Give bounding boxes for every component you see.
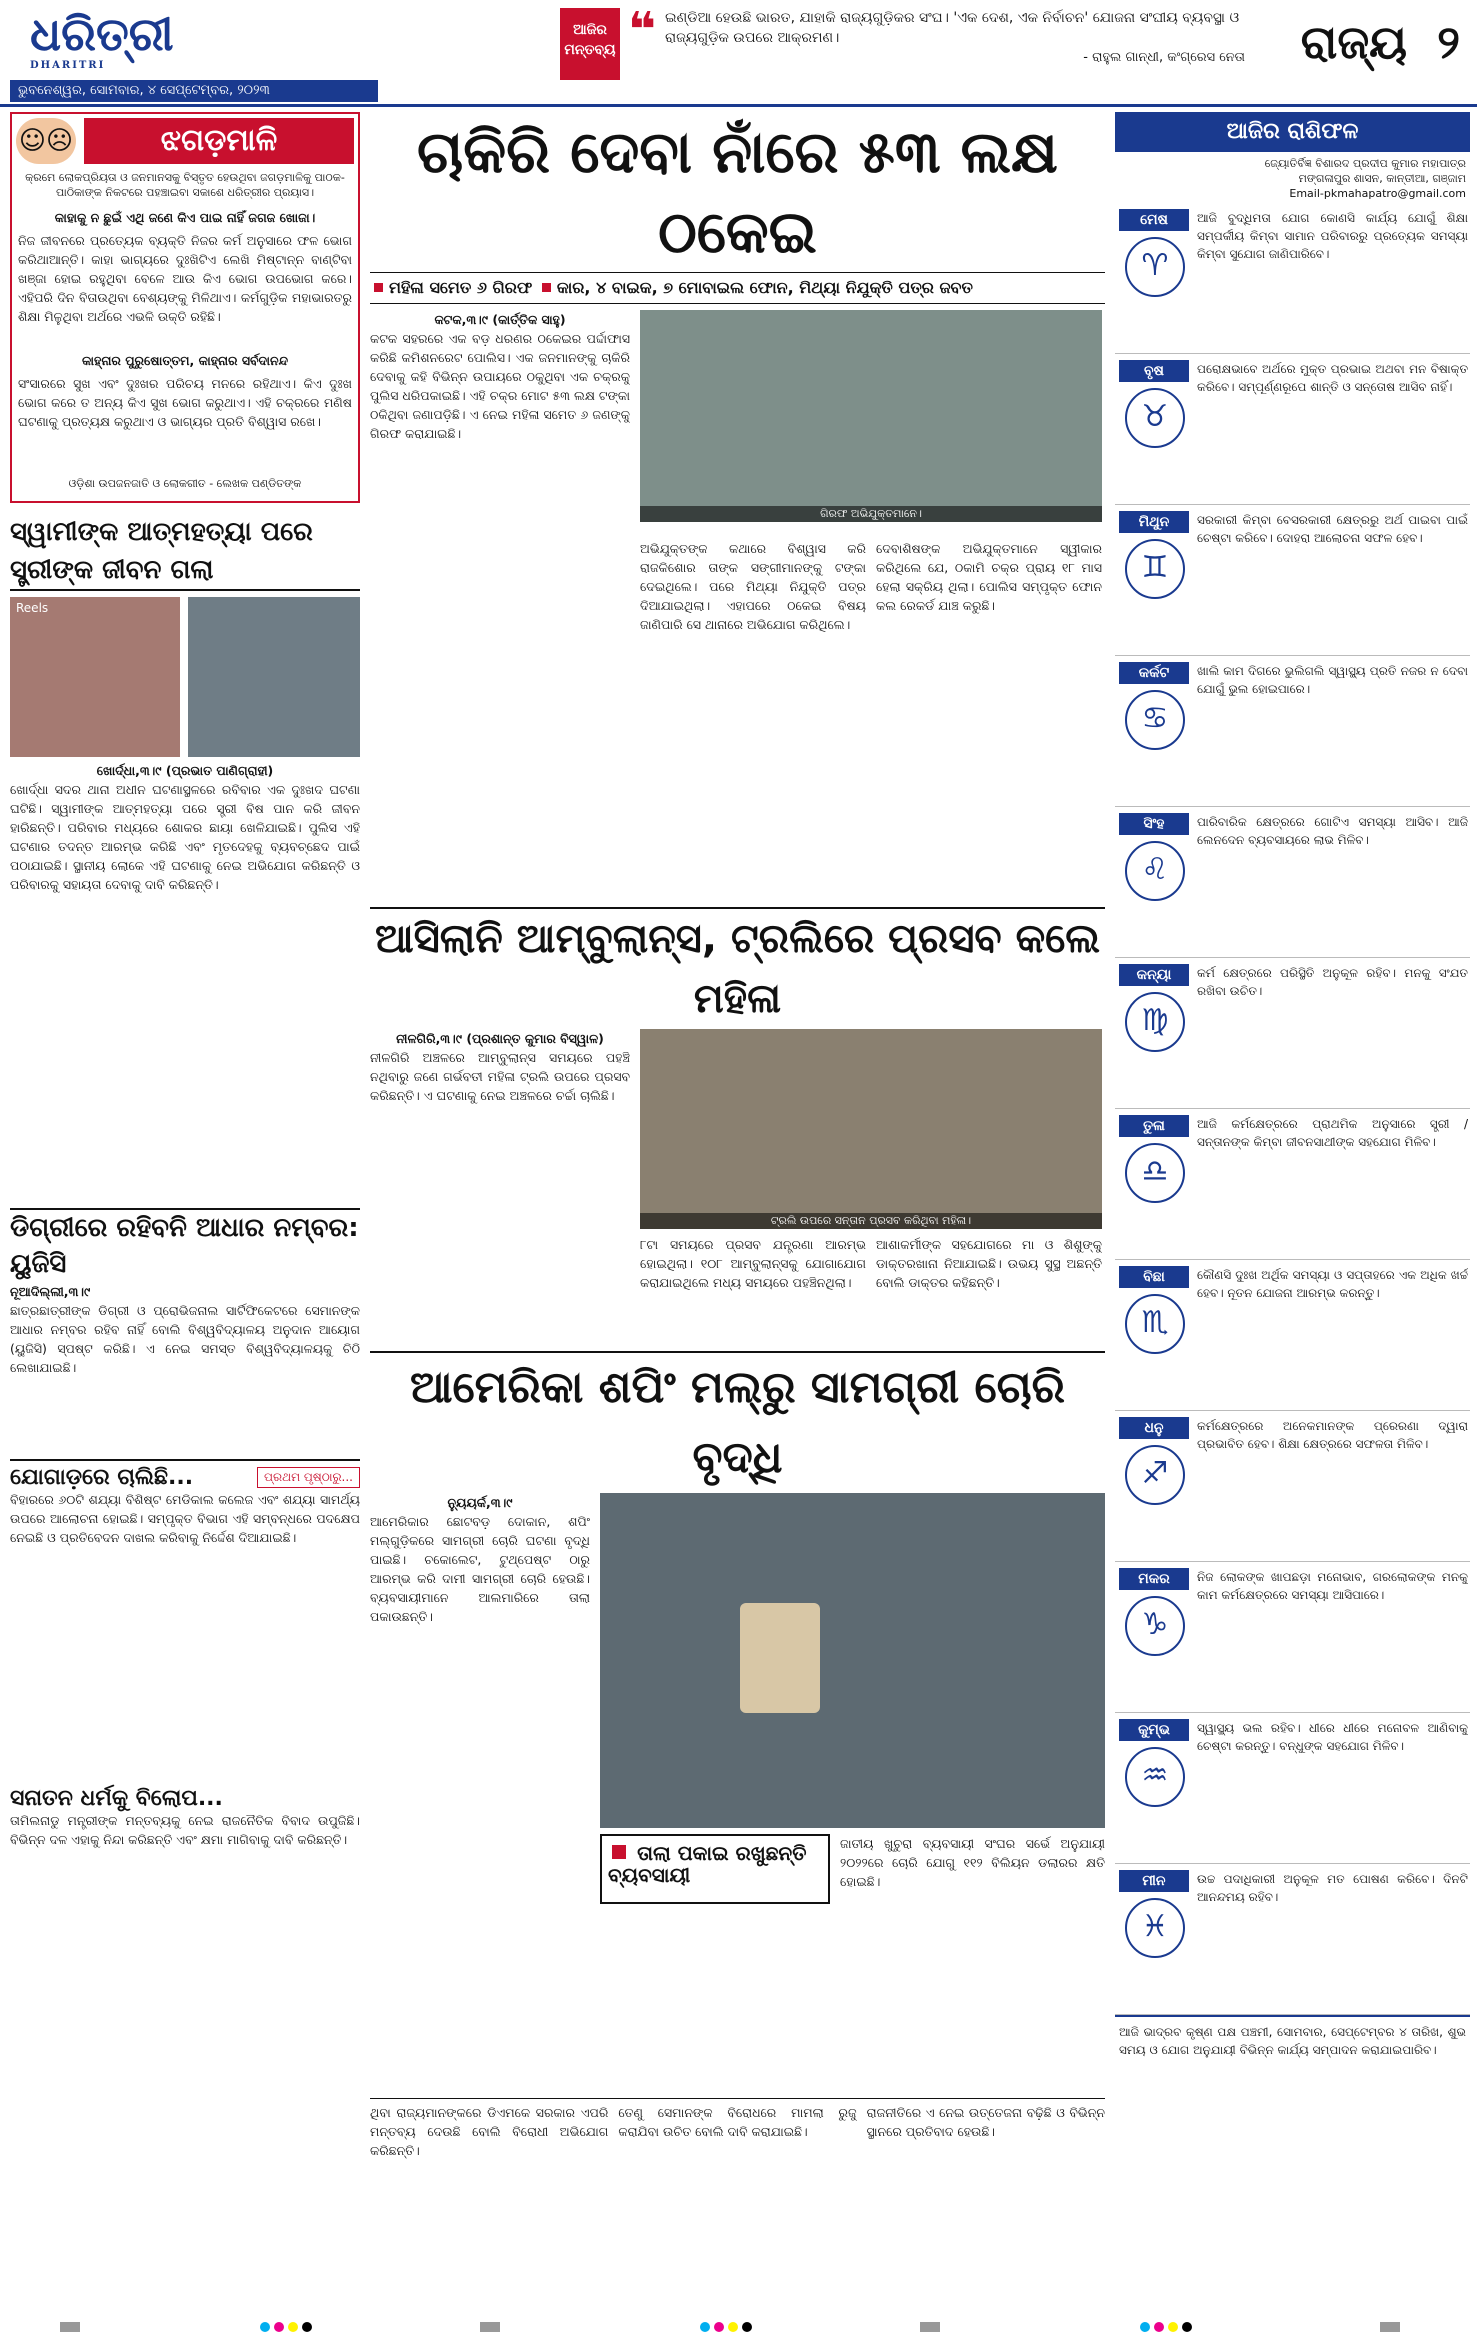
bullet-square-icon (612, 1845, 626, 1859)
panel-body2: ସଂସାରରେ ସୁଖ ଏବଂ ଦୁଃଖର ପରିଚୟ ମନରେ ରହିଥାଏ। କିଏ ଦୁଃଖ ଭୋଗ କରେ ତ ଅନ୍ୟ କିଏ ସୁଖ ଭୋଗ କରୁଥାଏ। ଏହି ଚକ୍ରରେ ମଣିଷ ଘଟଣାକୁ ପ୍ରତ୍ୟକ୍ଷ କରୁଥାଏ ଓ ଭାଗ୍ୟର ପ୍ରତି ବିଶ୍ୱାସ ରଖେ। (18, 376, 352, 429)
gray-block-icon (60, 2322, 80, 2332)
scorpio-icon: ♏ (1125, 1294, 1185, 1354)
lead-col3: ଦେବାଶିଷଙ୍କ ଅଭିଯୁକ୍ତମାନେ ସ୍ୱୀକାର କରିଥିଲେ ଯେ, ଠକାମି ଚକ୍ର ପ୍ରାୟ ୧୮ ମାସ ହେଲା ସକ୍ରିୟ ଥିଲା। ପୋଲିସ ସମ୍ପୃକ୍ତ ଫୋନ କଲ ରେକର୍ଡ ଯାଞ୍ଚ କରୁଛି। (876, 541, 1102, 613)
dateline: ଭୁବନେଶ୍ୱର, ସୋମବାର, ୪ ସେପ୍ଟେମ୍ବର, ୨୦୨୩ (10, 80, 378, 102)
story2-dateline: ନୀଳଗିରି,୩।୯ (ପ୍ରଶାନ୍ତ କୁମାର ବିସ୍ୱାଳ) (396, 1031, 604, 1046)
story2-photo (640, 1029, 1102, 1229)
rashifal-email: Email-pkmahapatro@gmail.com (1289, 187, 1466, 200)
middle-column (370, 112, 1105, 2283)
cyan-dot-icon (700, 2322, 710, 2332)
cartoon-faces-icon: ☺☹ (16, 118, 76, 164)
cyan-dot-icon (260, 2322, 270, 2332)
bottom-col3: ରାଜନୀତିରେ ଏ ନେଇ ଉତ୍ତେଜନା ବଢ଼ିଛି ଓ ବିଭିନ୍ନ ସ୍ଥାନରେ ପ୍ରତିବାଦ ହେଉଛି। (866, 2105, 1105, 2139)
lead-col1: କଟକ ସହରରେ ଏକ ବଡ଼ ଧରଣର ଠକେଇର ପର୍ଦ୍ଦାଫାସ କରିଛି କମିଶନରେଟ ପୋଲିସ। ଏକ ଜନମାନଙ୍କୁ ଚାକିରି ଦେବାକୁ କହି ବିଭିନ୍ନ ଉପାୟରେ ଠକୁଥିବା ଏକ ଚକ୍ରକୁ ପୁଲିସ ଧରିପକାଇଛି। ଏହି ଚକ୍ର ମୋଟ ୫୩ ଲକ୍ଷ ଟଙ୍କା ଠକିଥିବା ଜଣାପଡ଼ିଛି। ଏ ନେଇ ମହିଳା ସମେତ ୬ ଜଣଙ୍କୁ ଗିରଫ କରାଯାଇଛି। (370, 331, 630, 441)
black-dot-icon (302, 2322, 312, 2332)
lead-sub2: କାର, ୪ ବାଇକ, ୭ ମୋବାଇଲ ଫୋନ, ମିଥ୍ୟା ନିଯୁକ୍ତି ପତ୍ର ଜବତ (556, 278, 973, 297)
sign-mithuna: ମିଥୁନ ♊ ସରକାରୀ କିମ୍ବା ବେସରକାରୀ କ୍ଷେତ୍ରରୁ ଅର୍ଥ ପାଇବା ପାଇଁ ଚେଷ୍ଟା କରିବେ। ଦୋହରା ଆଲୋଚନା ସଫଳ ହେବ। (1115, 505, 1470, 656)
story3-col1: ଆମେରିକାର ଛୋଟବଡ଼ ଦୋକାନ, ଶପିଂ ମଲ୍‌ଗୁଡ଼ିକରେ ସାମଗ୍ରୀ ଚୋରି ଘଟଣା ବୃଦ୍ଧି ପାଇଛି। ଚକୋଲେଟ, ଟୁଥ୍‌ପେଷ୍ଟ ଠାରୁ ଆରମ୍ଭ କରି ଦାମୀ ସାମଗ୍ରୀ ଚୋରି ହେଉଛି। ବ୍ୟବସାୟୀମାନେ ଆଲମାରିରେ ତାଲା ପକାଉଛନ୍ତି। (370, 1514, 590, 1624)
sign-dhanu: ଧନୁ ♐ କର୍ମକ୍ଷେତ୍ରରେ ଅନେକମାନଙ୍କ ପ୍ରେରଣା ଦ୍ୱାରା ପ୍ରଭାବିତ ହେବ। ଶିକ୍ଷା କ୍ଷେତ୍ରରେ ସଫଳତା ମିଳିବ। (1115, 1411, 1470, 1562)
panel-credit: କାହ୍ନାର ପୁରୁଷୋତ୍ତମ, କାହ୍ନାର ସର୍ବଦାନନ୍ଦ (81, 353, 289, 368)
left-column (10, 112, 360, 2081)
print-registration-marks (0, 2318, 1477, 2339)
lead-subheads (370, 272, 1105, 304)
sign-simha: ସିଂହ ♌ ପାରିବାରିକ କ୍ଷେତ୍ରରେ ଗୋଟିଏ ସମସ୍ୟା ଆସିବ। ଆଜି ଲେନଦେନ ବ୍ୟବସାୟରେ ଲାଭ ମିଳିବ। (1115, 807, 1470, 958)
rashifal-address: ମଙ୍ଗଳାପୁର ଶାସନ, କାନ୍ତୀଆ, ଗଞ୍ଜାମ (1298, 172, 1466, 185)
continued-tag: ପ୍ରଥମ ପୃଷ୍ଠାରୁ... (257, 1467, 360, 1488)
story3-headline: ଯୋଗାଡ଼ରେ ଚାଲିଛି... (10, 1465, 194, 1490)
lead-photo (640, 310, 1102, 522)
page-number: ୨ (1437, 15, 1460, 69)
bottom-col2: ତେଣୁ ସେମାନଙ୍କ ବିରୋଧରେ ମାମଲା ରୁଜୁ କରାଯିବା ଉଚିତ ବୋଲି ଦାବି କରାଯାଇଛି। (618, 2105, 857, 2139)
story3-subhead: ତାଲା ପକାଇ ରଖୁଛନ୍ତି ବ୍ୟବସାୟୀ (608, 1841, 807, 1887)
sign-meena: ମୀନ ♓ ଉଚ୍ଚ ପଦାଧିକାରୀ ଅନୁକୂଳ ମତ ପୋଷଣ କରିବେ। ଦିନଟି ଆନନ୍ଦମୟ ରହିବ। (1115, 1864, 1470, 2015)
section-title (1260, 12, 1460, 72)
logo-latin: DHARITRI (30, 60, 106, 71)
panjika-box: ଆଜି ଭାଦ୍ରବ କୃଷ୍ଣ ପକ୍ଷ ପଞ୍ଚମୀ, ସୋମବାର, ସେପ୍ଟେମ୍ବର ୪ ତାରିଖ, ଶୁଭ ସମୟ ଓ ଯୋଗ ଅନୁଯାୟୀ ବିଭିନ୍ନ କାର୍ଯ୍ୟ ସମ୍ପାଦନ କରାଯାଇପାରିବ। (1115, 2015, 1470, 2139)
bullet-square-icon (542, 283, 551, 292)
rashifal-author: ଜ୍ୟୋତିର୍ବିଜ୍ଞ ବିଶାରଦ ପ୍ରଦୀପ କୁମାର ମହାପାତ୍ର (1264, 157, 1466, 170)
story1-body: ଖୋର୍ଦ୍ଧା ସଦର ଥାନା ଅଧୀନ ଘଟଣାସ୍ଥଳରେ ରବିବାର ଏକ ଦୁଃଖଦ ଘଟଣା ଘଟିଛି। ସ୍ୱାମୀଙ୍କ ଆତ୍ମହତ୍ୟା ପରେ ସ୍ତ୍ରୀ ବିଷ ପାନ କରି ଜୀବନ ହାରିଛନ୍ତି। ପରିବାର ମଧ୍ୟରେ ଶୋକର ଛାୟା ଖେଳିଯାଇଛି। ପୁଲିସ ଏହି ଘଟଣାର ତଦନ୍ତ ଆରମ୍ଭ କରିଛି ଏବଂ ମୃତଦେହକୁ ବ୍ୟବଚ୍ଛେଦ ପାଇଁ ପଠାଯାଇଛି। ସ୍ଥାନୀୟ ଲୋକେ ଏହି ଘଟଣାକୁ ନେଇ ଅଭିଯୋଗ କରିଛନ୍ତି ଓ ପରିବାରକୁ ସହାୟତା ଦେବାକୁ ଦାବି କରିଛନ୍ତି। (10, 782, 360, 892)
story3-body: ବିହାରରେ ୬୦ଟି ଶଯ୍ୟା ବିଶିଷ୍ଟ ମେଡିକାଲ କଲେଜ ଏବଂ ଶଯ୍ୟା ସାମର୍ଥ୍ୟ ଉପରେ ଆଲୋଚନା ହୋଇଛି। ସମ୍ପୃକ୍ତ ବିଭାଗ ଏହି ସମ୍ବନ୍ଧରେ ପଦକ୍ଷେପ ନେଇଛି ଓ ପ୍ରତିବେଦନ ଦାଖଲ କରିବାକୁ ନିର୍ଦ୍ଦେଶ ଦିଆଯାଇଛି। (10, 1492, 360, 1545)
story2-col3: ଆଶାକର୍ମୀଙ୍କ ସହଯୋଗରେ ମା ଓ ଶିଶୁଙ୍କୁ ଡାକ୍ତରଖାନା ନିଆଯାଇଛି। ଉଭୟ ସୁସ୍ଥ ଅଛନ୍ତି ବୋଲି ଡାକ୍ତର କହିଛନ୍ତି। (876, 1237, 1102, 1290)
magenta-dot-icon (1154, 2322, 1164, 2332)
masthead-logo (30, 8, 270, 78)
panel-intro: କ୍ରମେ ଲୋକପ୍ରିୟତା ଓ ଜନମାନସକୁ ବିସ୍ତୃତ ହେଉଥିବା ଜଗଡ଼ମାଳିକୁ ପାଠକ-ପାଠିକାଙ୍କ ନିକଟରେ ପହଞ୍ଚାଇବା ସକାଶେ ଧରିତ୍ରୀର ପ୍ରୟାସ। (25, 171, 345, 199)
story2-col1: ନୀଳଗିରି ଅଞ୍ଚଳରେ ଆମ୍ବୁଲାନ୍ସ ସମୟରେ ପହଞ୍ଚି ନଥିବାରୁ ଜଣେ ଗର୍ଭବତୀ ମହିଳା ଟ୍ରଲି ଉପରେ ପ୍ରସବ କରିଛନ୍ତି। ଏ ଘଟଣାକୁ ନେଇ ଅଞ୍ଚଳରେ ଚର୍ଚ୍ଚା ଚାଲିଛି। (370, 1050, 630, 1103)
story4-headline: ସନାତନ ଧର୍ମକୁ ବିଲୋପ... (10, 1786, 223, 1811)
lead-dateline: କଟକ,୩।୯ (କାର୍ତ୍ତିକ ସାହୁ) (434, 312, 566, 327)
story2-col2: ୮ଟା ସମୟରେ ପ୍ରସବ ଯନ୍ତ୍ରଣା ଆରମ୍ଭ ହୋଇଥିଲା। ୧୦୮ ଆମ୍ବୁଲାନ୍ସକୁ ଯୋଗାଯୋଗ କରାଯାଇଥିଲେ ମଧ୍ୟ ସମୟରେ ପହଞ୍ଚିନଥିଲା। (640, 1237, 866, 1290)
story1-photo-woman (10, 597, 180, 757)
rashifal-list (1115, 203, 1470, 2015)
sign-karkata: କର୍କଟ ♋ ଖାଲି କାମ ଦିଗରେ ଭୁଲିଗଲି ସ୍ୱାସ୍ଥ୍ୟ ପ୍ରତି ନଜର ନ ଦେବା ଯୋଗୁଁ ଭୁଲ ହୋଇପାରେ। (1115, 656, 1470, 807)
story1-photo-man (188, 597, 360, 757)
panel-title: ଝଗଡ଼ମାଳି (84, 118, 354, 164)
sign-kumbha: କୁମ୍ଭ ♒ ସ୍ୱାସ୍ଥ୍ୟ ଭଲ ରହିବ। ଧୀରେ ଧୀରେ ମନୋବଳ ଆଣିବାକୁ ଚେଷ୍ଟା କରନ୍ତୁ। ବନ୍ଧୁଙ୍କ ସହଯୋଗ ମିଳିବ। (1115, 1713, 1470, 1864)
yellow-dot-icon (728, 2322, 738, 2332)
aquarius-icon: ♒ (1125, 1747, 1185, 1807)
lead-photo-caption: ଗିରଫ ଅଭିଯୁକ୍ତମାନେ। (640, 506, 1102, 522)
black-dot-icon (1182, 2322, 1192, 2332)
bullet-square-icon (374, 283, 383, 292)
sign-tula: ତୁଳା ♎ ଆଜି କର୍ମକ୍ଷେତ୍ରରେ ପ୍ରାଥମିକ ଅନୁସାରେ ସ୍ତ୍ରୀ / ସନ୍ତାନଙ୍କ କିମ୍ବା ଜୀବନସାଥୀଙ୍କ ସହଯୋଗ ମିଳିବ। (1115, 1109, 1470, 1260)
section-name: ରାଜ୍ୟ (1300, 15, 1408, 69)
cancer-icon: ♋ (1125, 690, 1185, 750)
story2-dateline: ନୂଆଦିଲ୍ଲୀ,୩।୯ (10, 1284, 91, 1299)
story1-dateline: ଖୋର୍ଦ୍ଧା,୩।୯ (ପ୍ରଭାତ ପାଣିଗ୍ରାହୀ) (96, 763, 274, 778)
cyan-dot-icon (1140, 2322, 1150, 2332)
story2-headline: ଆସିଲାନି ଆମ୍ବୁଲାନ୍ସ, ଟ୍ରଲିରେ ପ୍ରସବ କଲେ ମହିଳା (370, 907, 1105, 1029)
panel-body1: ନିଜ ଜୀବନରେ ପ୍ରତ୍ୟେକ ବ୍ୟକ୍ତି ନିଜର କର୍ମ ଅନୁସାରେ ଫଳ ଭୋଗ କରିଥାଆନ୍ତି। କାହା ଭାଗ୍ୟରେ ଦୁଃଖିଟିଏ ଲେଖି ମିଷ୍ଟାନ୍ନ ବାଣ୍ଟିବା ଖଞ୍ଜା ହୋଇ ରହୁଥିବା ବେଳେ ଆଉ କିଏ ଭୋଗ ଉପଭୋଗ କରେ। ଏହିପରି ଦିନ ବିତାଉଥିବା ବେଶ୍ୟଙ୍କୁ ମିଳିଥାଏ। କର୍ମଗୁଡ଼ିକ ମହାଭାରତରୁ ଶିକ୍ଷା ମିଳୁଥିବା ଅର୍ଥରେ ଏଭଳି ଉକ୍ତି ରହିଛି। (18, 233, 352, 324)
sign-brusha: ବୃଷ ♉ ପରୋକ୍ଷଭାବେ ଅର୍ଥରେ ମୁକ୍ତ ପ୍ରଭାଇ ଅଥବା ମନ ବିଷାକ୍ତ କରିବେ। ସମ୍ପୂର୍ଣ୍ଣରୂପେ ଶାନ୍ତି ଓ ସନ୍ତୋଷ ଆସିବ ନାହିଁ। (1115, 354, 1470, 505)
story3-headline: ଆମେରିକା ଶପିଂ ମଲ୍‌ରୁ ସାମଗ୍ରୀ ଚୋରି ବୃଦ୍ଧି (370, 1351, 1105, 1493)
quote-box (665, 8, 1245, 82)
leo-icon: ♌ (1125, 841, 1185, 901)
story4-body: ତାମିଲନାଡୁ ମନ୍ତ୍ରୀଙ୍କ ମନ୍ତବ୍ୟକୁ ନେଇ ରାଜନୈତିକ ବିବାଦ ଉପୁଜିଛି। ବିଭିନ୍ନ ଦଳ ଏହାକୁ ନିନ୍ଦା କରିଛନ୍ତି ଏବଂ କ୍ଷମା ମାଗିବାକୁ ଦାବି କରିଛନ୍ତି। (10, 1813, 360, 1847)
lock-icon (740, 1603, 820, 1713)
sign-mesha: ମେଷ ♈ ଆଜି ବୁଦ୍ଧିମତା ଯୋଗ କୋଣସି କାର୍ଯ୍ୟ ଯୋଗୁଁ ଶିକ୍ଷା ସମ୍ପର୍କୀୟ କିମ୍ବା ସାମାନ ପରିବାରରୁ ପ୍ରତ୍ୟେକ ସମସ୍ୟା କିମ୍ବା ସୁଯୋଗ ଜାଣିପାରିବେ। (1115, 203, 1470, 354)
sign-bichha: ବିଛା ♏ କୌଣସି ଦୁଃଖ ଅର୍ଥିକ ସମସ୍ୟା ଓ ସପ୍ତାହରେ ଏକ ଅଧିକ ଖର୍ଚ୍ଚ ହେବ। ନୂତନ ଯୋଜନା ଆରମ୍ଭ କରନ୍ତୁ। (1115, 1260, 1470, 1411)
capricorn-icon: ♑ (1125, 1596, 1185, 1656)
masthead-rule (0, 104, 1477, 107)
gray-block-icon (920, 2322, 940, 2332)
magenta-dot-icon (274, 2322, 284, 2332)
libra-icon: ♎ (1125, 1143, 1185, 1203)
quote-text: ଇଣ୍ଡିଆ ହେଉଛି ଭାରତ, ଯାହାକି ରାଜ୍ୟଗୁଡ଼ିକର ସଂଘ। 'ଏକ ଦେଶ, ଏକ ନିର୍ବାଚନ' ଯୋଜନା ସଂଘୀୟ ବ୍ୟବସ୍ଥା ଓ ରାଜ୍ୟଗୁଡ଼ିକ ଉପରେ ଆକ୍ରମଣ। (665, 10, 1240, 46)
virgo-icon: ♍ (1125, 992, 1185, 1052)
panel-footer: ଓଡ଼ିଶା ଉପଜନଜାତି ଓ ଲୋକଗୀତ - ଲେଖକ ପଣ୍ଡିତଙ୍କ (68, 477, 302, 490)
quote-author: - ରାହୁଲ ଗାନ୍ଧୀ, କଂଗ୍ରେସ ନେତା (1083, 50, 1245, 65)
sign-makara: ମକର ♑ ନିଜ ଲୋକଙ୍କ ଖାପଛଡ଼ା ମନୋଭାବ, ଗରଲୋକଙ୍କ ମନକୁ କାମ କର୍ମକ୍ଷେତ୍ରରେ ସମସ୍ୟା ଆସିପାରେ। (1115, 1562, 1470, 1713)
gray-block-icon (480, 2322, 500, 2332)
lead-col2: ଅଭିଯୁକ୍ତଙ୍କ କଥାରେ ବିଶ୍ୱାସ କରି ରାଜକିଶୋର ତାଙ୍କ ସଙ୍ଗୀମାନଙ୍କୁ ଟଙ୍କା ଦେଇଥିଲେ। ପରେ ମିଥ୍ୟା ନିଯୁକ୍ତି ପତ୍ର ଦିଆଯାଇଥିଲା। ଏହାପରେ ଠକେଇ ବିଷୟ ଜାଣିପାରି ସେ ଥାନାରେ ଅଭିଯୋଗ କରିଥିଲେ। (640, 541, 866, 632)
taurus-icon: ♉ (1125, 388, 1185, 448)
yellow-dot-icon (1168, 2322, 1178, 2332)
quote-tag: ଆଜିର ମନ୍ତବ୍ୟ (560, 8, 620, 80)
rashifal-title: ଆଜିର ରାଶିଫଳ (1115, 112, 1470, 152)
story3-sub-box (600, 1834, 830, 1904)
jagadmali-panel (10, 112, 360, 503)
black-dot-icon (742, 2322, 752, 2332)
story3-dateline: ନ୍ୟୁୟର୍କ,୩।୯ (447, 1495, 513, 1510)
story2-body: ଛାତ୍ରଛାତ୍ରୀଙ୍କ ଡିଗ୍ରୀ ଓ ପ୍ରୋଭିଜନାଲ ସାର୍ଟିଫିକେଟରେ ସେମାନଙ୍କ ଆଧାର ନମ୍ବର ରହିବ ନାହିଁ ବୋଲି ବିଶ୍ୱବିଦ୍ୟାଳୟ ଅନୁଦାନ ଆୟୋଗ (ୟୁଜିସି) ସ୍ପଷ୍ଟ କରିଛି। ଏ ନେଇ ସମସ୍ତ ବିଶ୍ୱବିଦ୍ୟାଳୟକୁ ଚିଠି ଲେଖାଯାଇଛି। (10, 1303, 360, 1375)
story3-col2: ଜାତୀୟ ଖୁଚୁରା ବ୍ୟବସାୟୀ ସଂଘର ସର୍ଭେ ଅନୁଯାୟୀ ୨୦୨୨ରେ ଚୋରି ଯୋଗୁ ୧୧୨ ବିଲିୟନ ଡଲାରର କ୍ଷତି ହୋଇଛି। (840, 1836, 1105, 1889)
photo-tag: Reels (16, 601, 49, 615)
quote-mark-icon: ❝ (628, 2, 657, 58)
sign-kanya: କନ୍ୟା ♍ କର୍ମ କ୍ଷେତ୍ରରେ ପରିସ୍ଥିତି ଅନୁକୂଳ ରହିବ। ମନକୁ ସଂଯତ ରଖିବା ଉଚିତ। (1115, 958, 1470, 1109)
gemini-icon: ♊ (1125, 539, 1185, 599)
bottom-col1: ଥିବା ରାଜ୍ୟମାନଙ୍କରେ ଡିଏମକେ ସରକାର ଏପରି ମନ୍ତବ୍ୟ ଦେଉଛି ବୋଲି ବିରୋଧୀ ଅଭିଯୋଗ କରିଛନ୍ତି। (370, 2105, 609, 2158)
story1-headline: ସ୍ୱାମୀଙ୍କ ଆତ୍ମହତ୍ୟା ପରେ ସ୍ତ୍ରୀଙ୍କ ଜୀବନ ଗଲା (10, 513, 360, 591)
story2-photo-caption: ଟ୍ରଲି ଉପରେ ସନ୍ତାନ ପ୍ରସବ କରିଥିବା ମହିଳା। (640, 1213, 1102, 1229)
story3-photo-locked-cabinet (600, 1493, 1105, 1828)
aries-icon: ♈ (1125, 237, 1185, 297)
lead-headline: ଚାକିରି ଦେବା ନାଁରେ ୫୩ ଲକ୍ଷ ଠକେଇ (417, 118, 1058, 266)
panel-sub1: କାହାକୁ ନ ଛୁଇଁ ଏଥି ଜଣେ କିଏ ପାଇ ନାହିଁ ଜଗଜ ଖୋଜା। (54, 210, 316, 225)
story2-headline: ଡିଗ୍ରୀରେ ରହିବନି ଆଧାର ନମ୍ବର: ୟୁଜିସି (10, 1208, 360, 1282)
magenta-dot-icon (714, 2322, 724, 2332)
pisces-icon: ♓ (1125, 1898, 1185, 1958)
rashifal-column (1115, 112, 1470, 2139)
yellow-dot-icon (288, 2322, 298, 2332)
lead-sub1: ମହିଳା ସମେତ ୬ ଗିରଫ (389, 278, 533, 297)
logo-text: ଧରିତ୍ରୀ (30, 7, 174, 61)
sagittarius-icon: ♐ (1125, 1445, 1185, 1505)
gray-block-icon (1380, 2322, 1400, 2332)
